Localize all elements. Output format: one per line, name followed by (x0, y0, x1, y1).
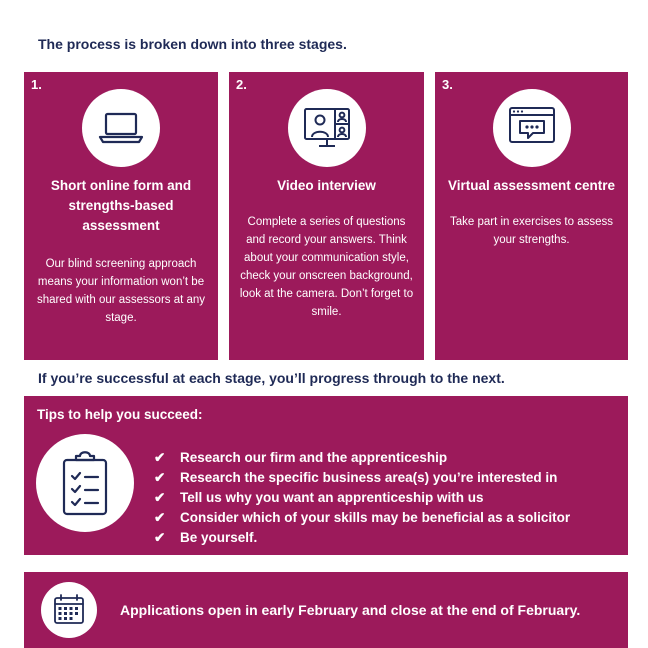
chat-window-icon (493, 89, 571, 167)
laptop-icon (82, 89, 160, 167)
check-icon: ✔ (154, 510, 166, 525)
stage-number: 2. (236, 77, 247, 92)
tip-text: Be yourself. (180, 530, 258, 545)
tip-text: Research our firm and the apprenticeship (180, 450, 448, 465)
intro-heading: The process is broken down into three stages. (38, 36, 347, 52)
tip-item (154, 508, 570, 528)
calendar-icon (41, 582, 97, 638)
check-icon: ✔ (154, 490, 166, 505)
tip-item (154, 488, 570, 508)
tip-text: Consider which of your skills may be beneficial as a solicitor (180, 510, 571, 525)
checklist-icon (36, 434, 134, 532)
stage-description: Complete a series of questions and record your answers. Think about your communication style, check your onscreen background, look at the camera. Don’t forget to smile. (239, 216, 414, 318)
tip-item (154, 468, 570, 488)
tip-text: Research the specific business area(s) you’re interested in (180, 470, 558, 485)
check-icon: ✔ (154, 530, 166, 545)
stage-card-2 (229, 72, 424, 360)
applications-panel (24, 572, 628, 648)
stage-number: 1. (31, 77, 42, 92)
applications-text: Applications open in early February and close at the end of February. (120, 602, 581, 618)
stage-number: 3. (442, 77, 453, 92)
stage-title: Video interview (277, 178, 376, 193)
stage-description: Take part in exercises to assess your strengths. (450, 216, 613, 246)
stage-title: Short online form and strengths-based assessment (50, 178, 192, 233)
check-icon: ✔ (154, 450, 166, 465)
tip-item (154, 528, 570, 548)
stage-card-1 (24, 72, 218, 360)
stage-title: Virtual assessment centre (447, 178, 616, 193)
tips-panel (24, 396, 628, 555)
tips-list (154, 448, 570, 548)
video-call-icon (288, 89, 366, 167)
tips-title: Tips to help you succeed: (37, 407, 203, 422)
progress-note: If you’re successful at each stage, you’ll progress through to the next. (38, 370, 505, 386)
stage-description: Our blind screening approach means your information won’t be shared with our assessors at any stage. (36, 258, 206, 324)
tip-text: Tell us why you want an apprenticeship with us (180, 490, 484, 505)
stage-card-3 (435, 72, 628, 360)
check-icon: ✔ (154, 470, 166, 485)
tip-item (154, 448, 570, 468)
